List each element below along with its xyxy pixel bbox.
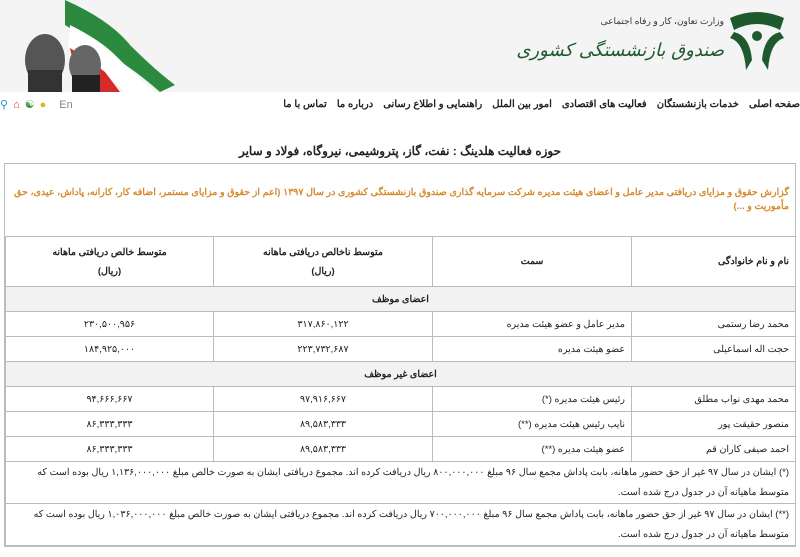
report-container	[4, 163, 796, 547]
table-row	[6, 312, 796, 337]
nav-about[interactable]: درباره ما	[336, 99, 374, 110]
location-icon[interactable]: ●	[39, 98, 47, 111]
site-header	[0, 0, 800, 92]
page-title: حوزه فعالیت هلدینگ : نفت، گاز، پتروشیمی، نیروگاه، فولاد و سایر	[238, 144, 562, 158]
gross-cell: ۸۹,۵۸۳,۳۳۳	[214, 437, 433, 462]
salary-table	[5, 236, 796, 546]
nav-guide-info[interactable]: راهنمایی و اطلاع رسانی	[383, 99, 483, 110]
table-row	[6, 437, 796, 462]
nav-economic-activities[interactable]: فعالیت های اقتصادی	[561, 99, 647, 110]
position-cell: مدیر عامل و عضو هیئت مدیره	[433, 312, 632, 337]
ministry-name: وزارت تعاون، کار و رفاه اجتماعی	[600, 16, 724, 26]
col-position: سمت	[433, 237, 632, 287]
position-cell: عضو هیئت مدیره	[433, 337, 632, 362]
name-cell: منصور حقیقت پور	[632, 412, 796, 437]
gross-cell: ۹۷,۹۱۶,۶۶۷	[214, 387, 433, 412]
fund-name: صندوق بازنشستگی کشوری	[516, 40, 724, 61]
name-cell: محمد رضا رستمی	[632, 312, 796, 337]
footnote-single-star: (*) ایشان در سال ۹۷ غیر از حق حضور ماهانه، بابت پاداش مجمع سال ۹۶ مبلغ ۸۰۰,۰۰۰,۰۰۰ ریال دریافت کرده اند. مجموع دریافتی ایشان به صورت خالص مبلغ ۱,۱۳۶,۰۰۰,۰۰۰ ریال بوده است که متوسط ماهیانه آن در جدول درج شده است.	[6, 462, 796, 504]
name-cell: حجت اله اسماعیلی	[632, 337, 796, 362]
name-cell: احمد صیفی کاران قم	[632, 437, 796, 462]
report-title: گزارش حقوق و مزایای دریافتی مدیر عامل و اعضای هیئت مدیره شرکت سرمایه گذاری صندوق بازنشستگی کشوری در سال ۱۳۹۷ (اعم از حقوق و مزایای مستمر، اضافه کار، کارانه، پاداش، عیدی، حق مأموریت و ...)	[14, 187, 789, 212]
main-nav	[0, 96, 800, 118]
section-header: اعضای غیر موظف	[6, 362, 796, 387]
col-net	[6, 237, 214, 287]
leaders-flag-banner	[10, 0, 180, 92]
home-icon[interactable]: ⌂	[13, 98, 20, 111]
net-cell: ۱۸۴,۹۲۵,۰۰۰	[6, 337, 214, 362]
nav-contact[interactable]: تماس با ما	[283, 99, 327, 110]
table-row	[6, 412, 796, 437]
net-cell: ۲۳۰,۵۰۰,۹۵۶	[6, 312, 214, 337]
col-gross-unit: (ریال)	[311, 265, 335, 277]
gross-cell: ۳۱۷,۸۶۰,۱۲۲	[214, 312, 433, 337]
table-row	[6, 337, 796, 362]
net-cell: ۸۶,۳۳۳,۳۳۳	[6, 412, 214, 437]
col-name: نام و نام خانوادگی	[632, 237, 796, 287]
col-gross-label: متوسط ناخالص دریافتی ماهانه	[263, 246, 383, 258]
nav-home[interactable]: صفحه اصلی	[748, 99, 800, 110]
search-icon[interactable]: ⚲	[0, 99, 9, 111]
nav-international[interactable]: امور بین الملل	[492, 99, 552, 110]
col-net-label: متوسط خالص دریافتی ماهانه	[52, 246, 167, 258]
gross-cell: ۲۲۳,۷۳۲,۶۸۷	[214, 337, 433, 362]
name-cell: محمد مهدی نواب مطلق	[632, 387, 796, 412]
col-net-unit: (ریال)	[97, 265, 122, 277]
gross-cell: ۸۹,۵۸۳,۳۳۳	[214, 412, 433, 437]
position-cell: عضو هیئت مدیره (**)	[433, 437, 632, 462]
table-row	[6, 387, 796, 412]
nav-retiree-services[interactable]: خدمات بازنشستگان	[656, 99, 739, 110]
position-cell: نایب رئیس هیئت مدیره (**)	[433, 412, 632, 437]
fund-emblem-icon	[726, 10, 788, 72]
section-header: اعضای موظف	[6, 287, 796, 312]
net-cell: ۸۶,۳۳۳,۳۳۳	[6, 437, 214, 462]
sitemap-icon[interactable]: ☯	[24, 99, 35, 111]
position-cell: رئیس هیئت مدیره (*)	[433, 387, 632, 412]
fund-logo[interactable]	[516, 6, 788, 86]
col-gross	[214, 237, 433, 287]
table-header-row	[6, 237, 796, 287]
footnote-double-star: (**) ایشان در سال ۹۷ غیر از حق حضور ماهانه، بابت پاداش مجمع سال ۹۶ مبلغ ۷۰۰,۰۰۰,۰۰۰ ریال دریافت کرده اند. مجموع دریافتی ایشان به صورت خالص مبلغ ۱,۰۳۶,۰۰۰,۰۰۰ ریال بوده است که متوسط ماهیانه آن در جدول درج شده است.	[6, 504, 796, 546]
net-cell: ۹۴,۶۶۶,۶۶۷	[6, 387, 214, 412]
language-english-link[interactable]: En	[59, 98, 73, 111]
